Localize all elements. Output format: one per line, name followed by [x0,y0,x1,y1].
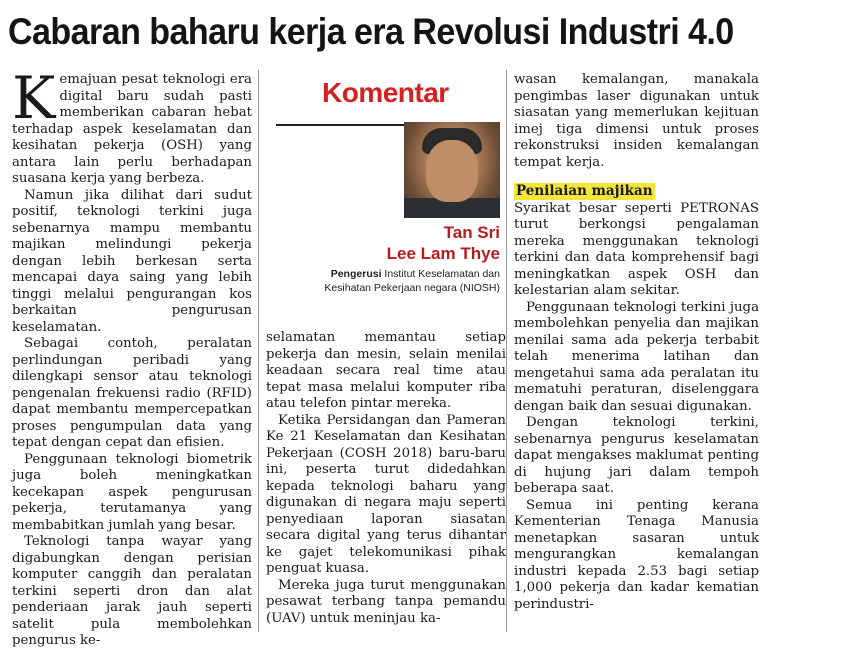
author-fullname: Lee Lam Thye [386,244,500,263]
paragraph: Penggunaan teknologi terkini juga membolehkan penyelia dan majikan menilai sama ada pekerja terbabit telah menerima latihan dan mengetahui sama ada peralatan itu mematuhi peraturan, diselenggara dengan baik dan sesuai digunakan. [514,299,759,414]
komentar-title: Komentar [322,77,449,108]
author-portrait [404,122,500,218]
paragraph: Ketika Persidangan dan Pameran Ke 21 Keselamatan dan Kesihatan Pekerjaan (COSH 2018) baru-baru ini, peserta turut didedahkan kepada teknologi baharu yang digunakan di negara maju seperti penyediaan laporan siasatan secara digital yang terus dihantar ke gajet telekomunikasi pihak penguat kuasa. [266,412,506,576]
column-divider [258,70,259,632]
paragraph: Teknologi tanpa wayar yang digabungkan dengan perisian komputer canggih dan peralatan terkini seperti dron dan alat penderiaan jarak jauh seperti satelit pula membolehkan pengurus ke- [12,534,252,648]
column-divider [506,70,507,632]
paragraph: Syarikat besar seperti PETRONAS turut berkongsi pengalaman mereka menggunakan teknologi terkini dan data komprehensif bagi meningkatkan aspek OSH dan kelestarian alam sekitar. [514,200,759,298]
author-name [387,222,500,264]
paragraph: Sebagai contoh, peralatan perlindungan peribadi yang dilengkapi sensor atau teknologi pengenalan frekuensi radio (RFID) dapat membantu mempercepatkan proses pengumpulan data yang tepat dengan cepat dan efisien. [12,336,252,450]
paragraph-text: emajuan pesat teknologi era digital baru sudah pasti memberikan cabaran hebat terhadap aspek keselamatan dan kesihatan pekerja (OSH) yang antara lain perlu berhadapan suasana kerja yang berbeza. [12,72,252,186]
author-title: Tan Sri [443,223,500,242]
dropcap: K [12,64,56,132]
paragraph: Namun jika dilihat dari sudut positif, teknologi terkini juga sebenarnya mampu membantu majikan melindungi pekerja dengan lebih berkesan serta mencapai daya saing yang lebih tinggi melalui pengurangan kos berkaitan pengurusan keselamatan. [12,187,252,335]
paragraph: selamatan memantau setiap pekerja dan mesin, selain menilai keadaan secara real time atau tepat masa melalui komputer riba atau telefon pintar mereka. [266,330,506,411]
paragraph: Dengan teknologi terkini, sebenarnya pengurus keselamatan dapat mengakses maklumat penting di hujung jari dalam tempoh beberapa saat. [514,415,759,496]
article-column-3 [514,72,759,632]
komentar-rule [276,124,408,126]
author-role [300,268,500,295]
paragraph: Mereka juga turut menggunakan pesawat terbang tanpa pemandu (UAV) untuk meninjau ka- [266,577,506,626]
article-column-1 [12,64,252,648]
komentar-box [266,72,506,322]
paragraph: wasan kemalangan, manakala pengimbas laser digunakan untuk siasatan yang memerlukan kejituan imej tiga dimensi untuk proses rekonstruksi insiden kemalangan tempat kerja. [514,72,759,170]
role-text: Institut Keselamatan dan Kesihatan Pekerjaan negara (NIOSH) [324,268,500,294]
paragraph: Semua ini penting kerana Kementerian Tenaga Manusia menetapkan sasaran untuk mengurangkan kemalangan industri kepada 2.53 bagi setiap 1,000 pekerja dan kadar kematian perindustri- [514,497,759,612]
subheading: Penilaian majikan [516,183,653,199]
headline: Cabaran baharu kerja era Revolusi Industri 4.0 [8,11,734,52]
lead-paragraph [12,64,252,188]
role-label: Pengerusi [330,268,382,280]
article-column-2 [266,72,506,632]
paragraph: Penggunaan teknologi biometrik juga boleh meningkatkan kecekapan aspek pengurusan pekerja, terutamanya yang membabitkan jumlah yang besar. [12,451,252,533]
